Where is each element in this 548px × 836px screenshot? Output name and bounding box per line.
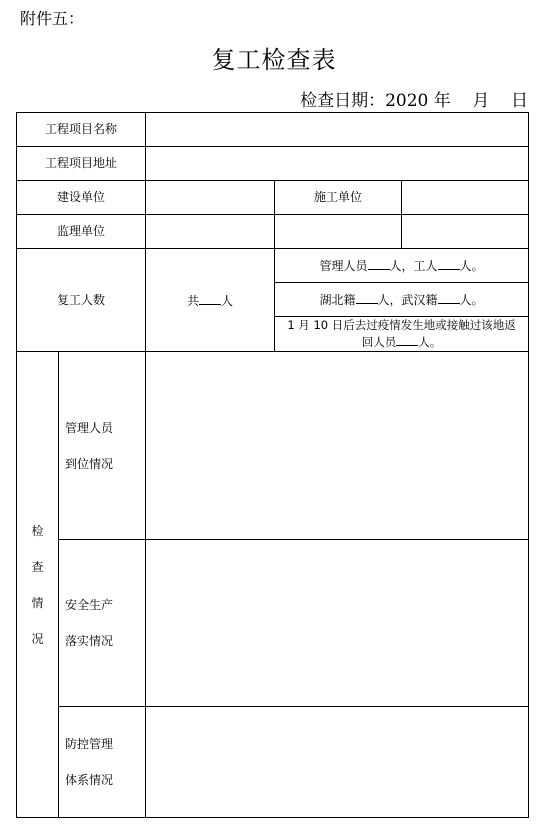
inspection-date: 检查日期：2020 年 月 日 (300, 91, 528, 111)
contractor-unit-field[interactable] (402, 181, 529, 215)
staff-presence-field[interactable] (146, 352, 529, 540)
inspection-section-label: 检 查 情 况 (17, 352, 59, 818)
origin-count-cell[interactable]: 湖北籍 人，武汉籍 人。 (275, 283, 529, 317)
project-name-field[interactable] (146, 113, 529, 147)
blank-underline (368, 257, 390, 270)
blank-underline (199, 292, 221, 305)
section-label-prevention-system: 防控管理 体系情况 (59, 707, 146, 818)
project-name-label: 工程项目名称 (17, 113, 146, 147)
safety-production-field[interactable] (146, 540, 529, 707)
blank-underline (438, 291, 460, 304)
staff-count-cell[interactable]: 管理人员 人，工人 人。 (275, 249, 529, 283)
form-title: 复工检查表 (211, 46, 337, 74)
return-count-cell[interactable]: 1 月 10 日后去过疫情发生地或接触过该地返 回人员 人。 (275, 317, 529, 352)
prevention-system-field[interactable] (146, 707, 529, 818)
contractor-unit-label: 施工单位 (275, 181, 402, 215)
construction-unit-label: 建设单位 (17, 181, 146, 215)
project-address-field[interactable] (146, 147, 529, 181)
project-address-label: 工程项目地址 (17, 147, 146, 181)
supervision-unit-label: 监理单位 (17, 215, 146, 249)
supervision-blank-cell-2 (402, 215, 529, 249)
section-label-staff-presence: 管理人员 到位情况 (59, 352, 146, 540)
construction-unit-field[interactable] (146, 181, 275, 215)
supervision-unit-field[interactable] (146, 215, 275, 249)
resume-total-cell[interactable]: 共 人 (146, 249, 275, 352)
blank-underline (438, 257, 460, 270)
supervision-blank-cell (275, 215, 402, 249)
blank-underline (356, 291, 378, 304)
resume-count-label: 复工人数 (17, 249, 146, 352)
section-label-safety-production: 安全生产 落实情况 (59, 540, 146, 707)
blank-underline (396, 333, 418, 346)
attachment-label: 附件五： (20, 9, 85, 28)
inspection-form-table (16, 112, 529, 818)
